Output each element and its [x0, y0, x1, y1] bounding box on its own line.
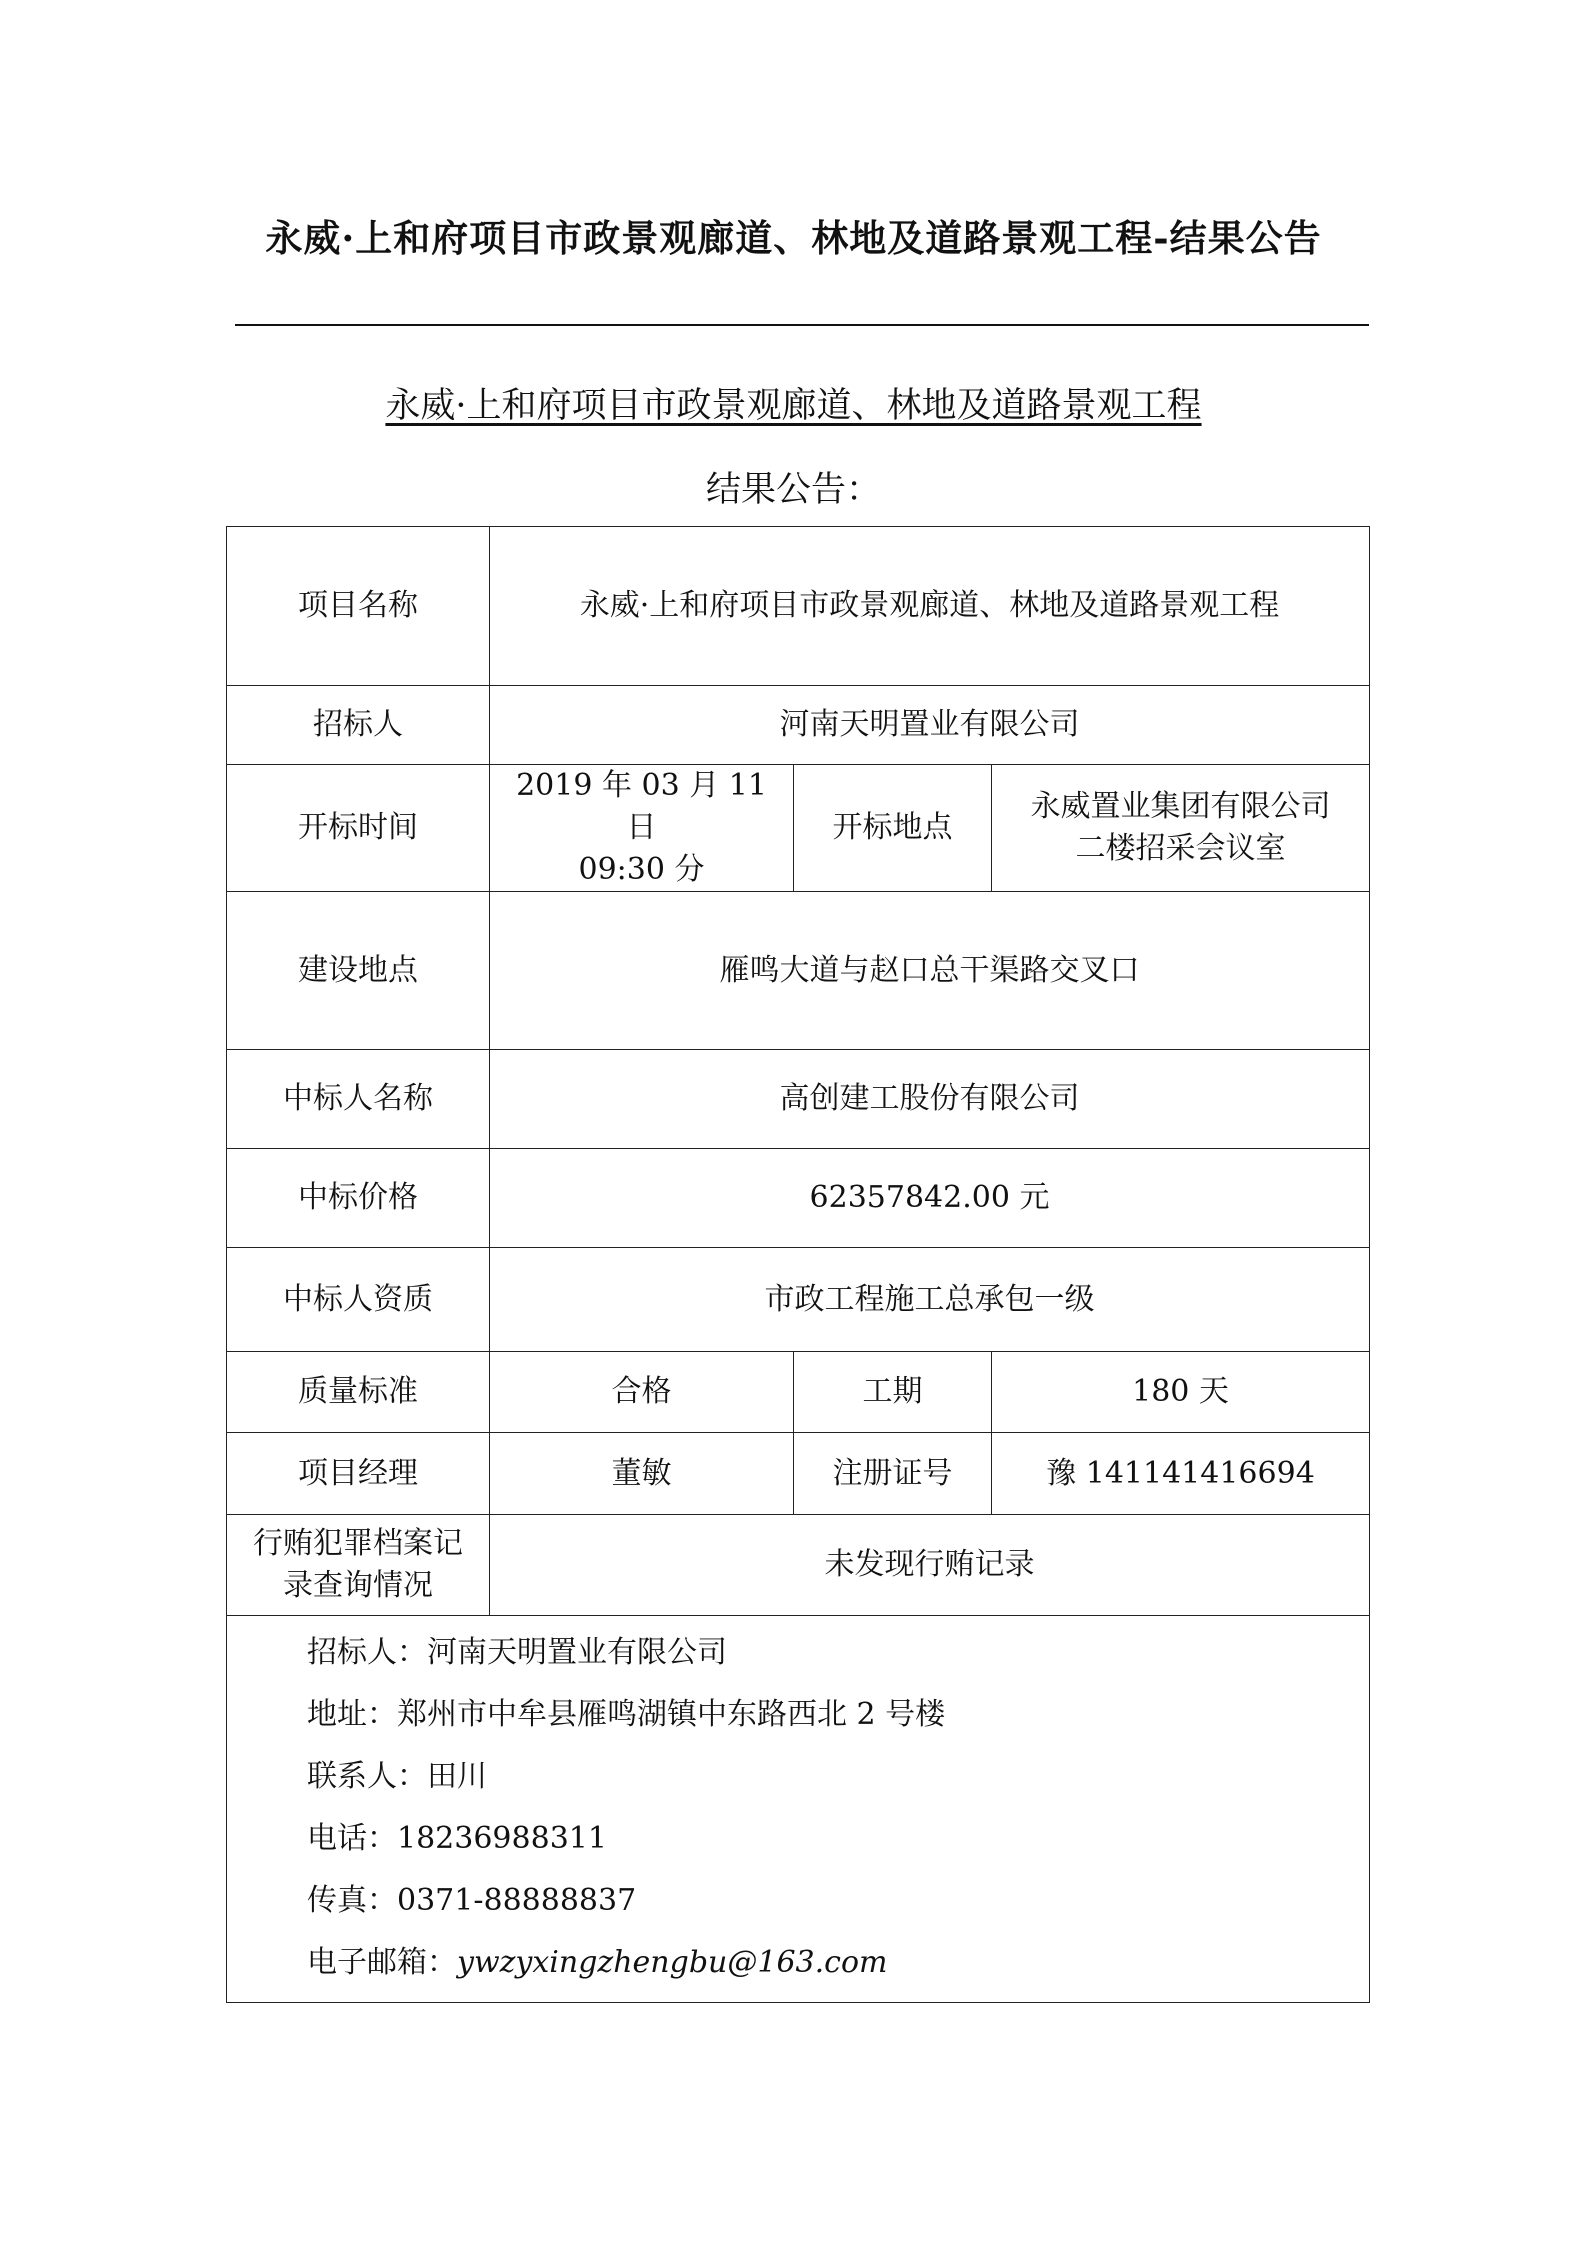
construction-site-label: 建设地点 [227, 892, 490, 1050]
bribery-record-label-line2: 录查询情况 [283, 1568, 433, 1603]
title-divider [235, 324, 1369, 326]
opening-time-value [490, 765, 794, 892]
quality-standard-value: 合格 [490, 1352, 794, 1433]
opening-time-label: 开标时间 [227, 765, 490, 892]
announcement-heading: 永威·上和府项目市政景观廊道、林地及道路景观工程 [385, 386, 1202, 426]
project-name-label: 项目名称 [227, 527, 490, 686]
page-title: 永威·上和府项目市政景观廊道、林地及道路景观工程-结果公告 [265, 216, 1322, 260]
contact-email-label: 电子邮箱： [307, 1945, 457, 1980]
row-opening [227, 765, 1370, 892]
row-winning-price [227, 1149, 1370, 1248]
opening-place-room: 二楼招采会议室 [1075, 831, 1286, 866]
contact-phone: 电话：18236988311 [307, 1821, 607, 1856]
contact-tenderer: 招标人：河南天明置业有限公司 [307, 1635, 727, 1670]
tenderer-label: 招标人 [227, 686, 490, 765]
registration-no-value: 豫 141141416694 [992, 1433, 1370, 1515]
contact-address: 地址：郑州市中牟县雁鸣湖镇中东路西北 2 号楼 [307, 1697, 946, 1732]
opening-place-company: 永威置业集团有限公司 [1030, 789, 1331, 824]
opening-place-label: 开标地点 [794, 765, 992, 892]
announcement-subheading: 结果公告： [705, 470, 881, 510]
tenderer-value: 河南天明置业有限公司 [490, 686, 1370, 765]
construction-site-value: 雁鸣大道与赵口总干渠路交叉口 [490, 892, 1370, 1050]
row-tenderer [227, 686, 1370, 765]
row-winner-name [227, 1050, 1370, 1149]
winner-name-value: 高创建工股份有限公司 [490, 1050, 1370, 1149]
bribery-record-value: 未发现行贿记录 [490, 1515, 1370, 1616]
winner-qualification-label: 中标人资质 [227, 1248, 490, 1352]
row-project-name [227, 527, 1370, 686]
winner-qualification-value: 市政工程施工总承包一级 [490, 1248, 1370, 1352]
row-manager [227, 1433, 1370, 1515]
row-winner-qualification [227, 1248, 1370, 1352]
row-contact [227, 1616, 1370, 2003]
contact-fax: 传真：0371-88888837 [307, 1883, 637, 1918]
project-manager-label: 项目经理 [227, 1433, 490, 1515]
project-name-value: 永威·上和府项目市政景观廊道、林地及道路景观工程 [490, 527, 1370, 686]
opening-date: 2019 年 03 月 11 日 [516, 768, 767, 845]
row-bribery-record [227, 1515, 1370, 1616]
winner-name-label: 中标人名称 [227, 1050, 490, 1149]
bribery-record-label [227, 1515, 490, 1616]
duration-value: 180 天 [992, 1352, 1370, 1433]
project-manager-value: 董敏 [490, 1433, 794, 1515]
row-quality [227, 1352, 1370, 1433]
opening-clock: 09:30 分 [578, 852, 705, 887]
contact-email [307, 1932, 1369, 1994]
contact-block [227, 1616, 1370, 2003]
winning-price-label: 中标价格 [227, 1149, 490, 1248]
opening-place-value [992, 765, 1370, 892]
contact-person: 联系人：田川 [307, 1759, 487, 1794]
registration-no-label: 注册证号 [794, 1433, 992, 1515]
result-table [226, 526, 1370, 2003]
winning-price-value: 62357842.00 元 [490, 1149, 1370, 1248]
bribery-record-label-line1: 行贿犯罪档案记 [253, 1526, 463, 1561]
quality-standard-label: 质量标准 [227, 1352, 490, 1433]
row-construction-site [227, 892, 1370, 1050]
contact-email-link[interactable]: ywzyxingzhengbu@163.com [457, 1945, 888, 1980]
duration-label: 工期 [794, 1352, 992, 1433]
